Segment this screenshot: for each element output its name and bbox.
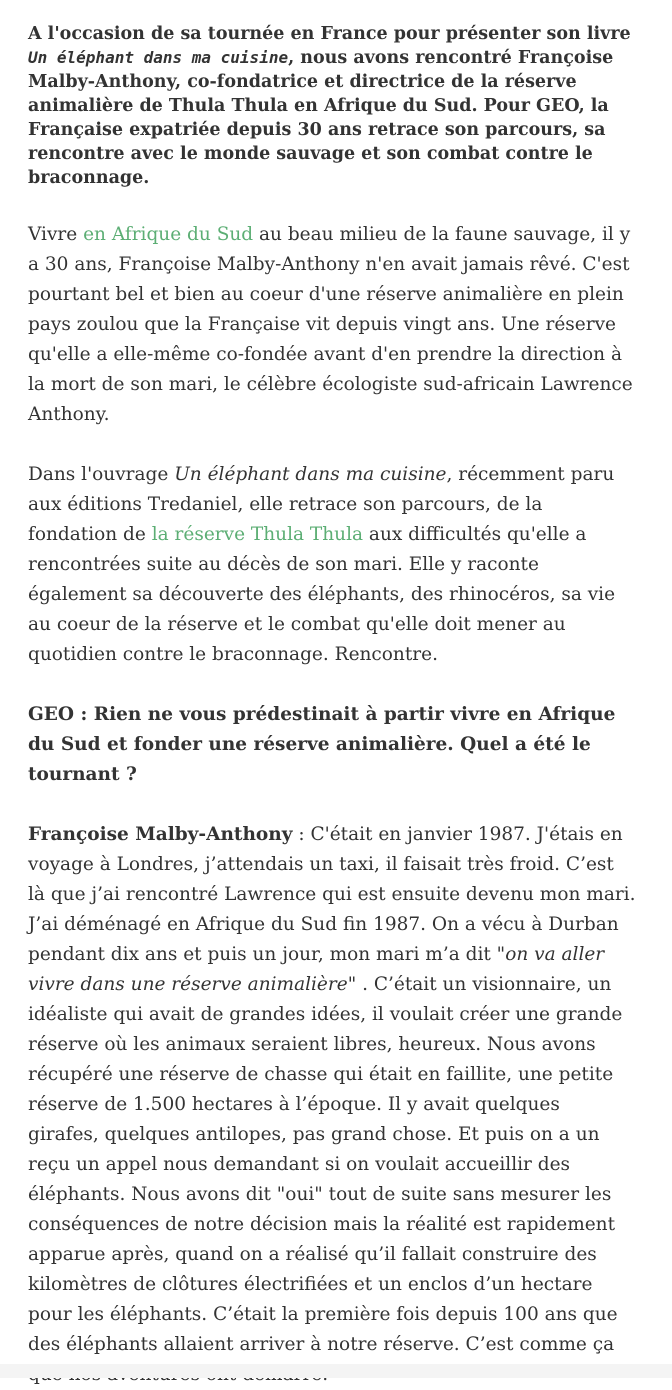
link-reserve-thula-thula[interactable]: la réserve Thula Thula <box>151 524 364 545</box>
book-text-1: Dans l'ouvrage <box>28 464 175 485</box>
book-title: Un éléphant dans ma cuisine <box>174 464 447 485</box>
answer-text-2: " . C’était un visionnaire, un idéaliste qui avait de grandes idées, il voulait créer une grande réserve où les animaux seraient libres, heureux. Nous avons récupéré une réserve de chasse qui était en faillite, une petite réserve de 1.500 hectares à l’époque. Il y avait quelques girafes, quelques antilopes, pas grand chose. Et puis on a un reçu un appel nous demandant si on voulait accueillir des éléphants. Nous avons dit "oui" tout de suite sans mesurer les conséquences de notre décision mais la réalité est rapidement apparue après, quand on a réalisé qu’il fallait construire des kilomètres de clôtures électrifiées et un enclos d’un hectare pour les éléphants. C’était la première fois depuis 100 ans que des éléphants allaient arriver à notre réserve. C’est comme ça <box>28 974 623 1355</box>
lead-text-1: A l'occasion de sa tournée en France pour présenter son livre <box>28 24 631 44</box>
paragraph-intro <box>28 220 636 430</box>
intro-text-1: Vivre <box>28 224 84 245</box>
answer-text-1: : C'était en janvier 1987. J'étais en voyage à Londres, j’attendais un taxi, il faisait très froid. C’est là que j’ai rencontré Lawrence qui est ensuite devenu mon mari. J’ai déménagé en Afrique du Sud fin 1987. On a vécu à Durban pendant dix ans et puis un jour, mon mari m’a dit " <box>28 824 636 965</box>
lead-book-title: Un éléphant dans ma cuisine <box>28 48 289 67</box>
interview-answer <box>28 820 636 1390</box>
lead-text-3: , la Française expatriée depuis 30 ans retrace son parcours, sa rencontre avec le monde sauvage et son combat contre le braconnage. <box>28 96 609 188</box>
lead-text-2: , nous avons rencontré Françoise Malby-Anthony, co-fondatrice et directrice de la réserve animalière de Thula Thula en Afrique du Sud. Pour <box>28 48 614 116</box>
link-afrique-du-sud[interactable]: en Afrique du Sud <box>83 224 254 245</box>
article-lead <box>28 22 636 190</box>
interview-question: GEO : Rien ne vous prédestinait à partir vivre en Afrique du Sud et fonder une réserve animalière. Quel a été le tournant ? <box>28 704 616 785</box>
book-text-2: , récemment paru aux éditions Tredaniel, elle retrace son parcours, de la fondation de <box>28 464 615 545</box>
bottom-divider <box>0 1364 672 1378</box>
answer-speaker: Françoise Malby-Anthony <box>28 824 293 845</box>
lead-geo: GEO <box>536 96 579 116</box>
book-text-3: aux difficultés qu'elle a rencontrées suite au décès de son mari. Elle y raconte également sa découverte des éléphants, des rhinocéros, sa vie au coeur de la réserve et le combat qu'elle doit mener au quotidien contre le braconnage. Rencontre. <box>28 524 616 665</box>
answer-quote: on va aller vivre dans une réserve animalière <box>28 944 605 995</box>
intro-text-2: au beau milieu de la faune sauvage, il y a 30 ans, Françoise Malby-Anthony n'en avait jamais rêvé. C'est pourtant bel et bien au coeur d'une réserve animalière en plein pays zoulou que la Française vit depuis vingt ans. Une réserve qu'elle a elle-même co-fondée avant d'en prendre la direction à la mort de son mari, le célèbre écologiste sud-africain Lawrence Anthony. <box>28 224 633 425</box>
paragraph-book <box>28 460 636 670</box>
